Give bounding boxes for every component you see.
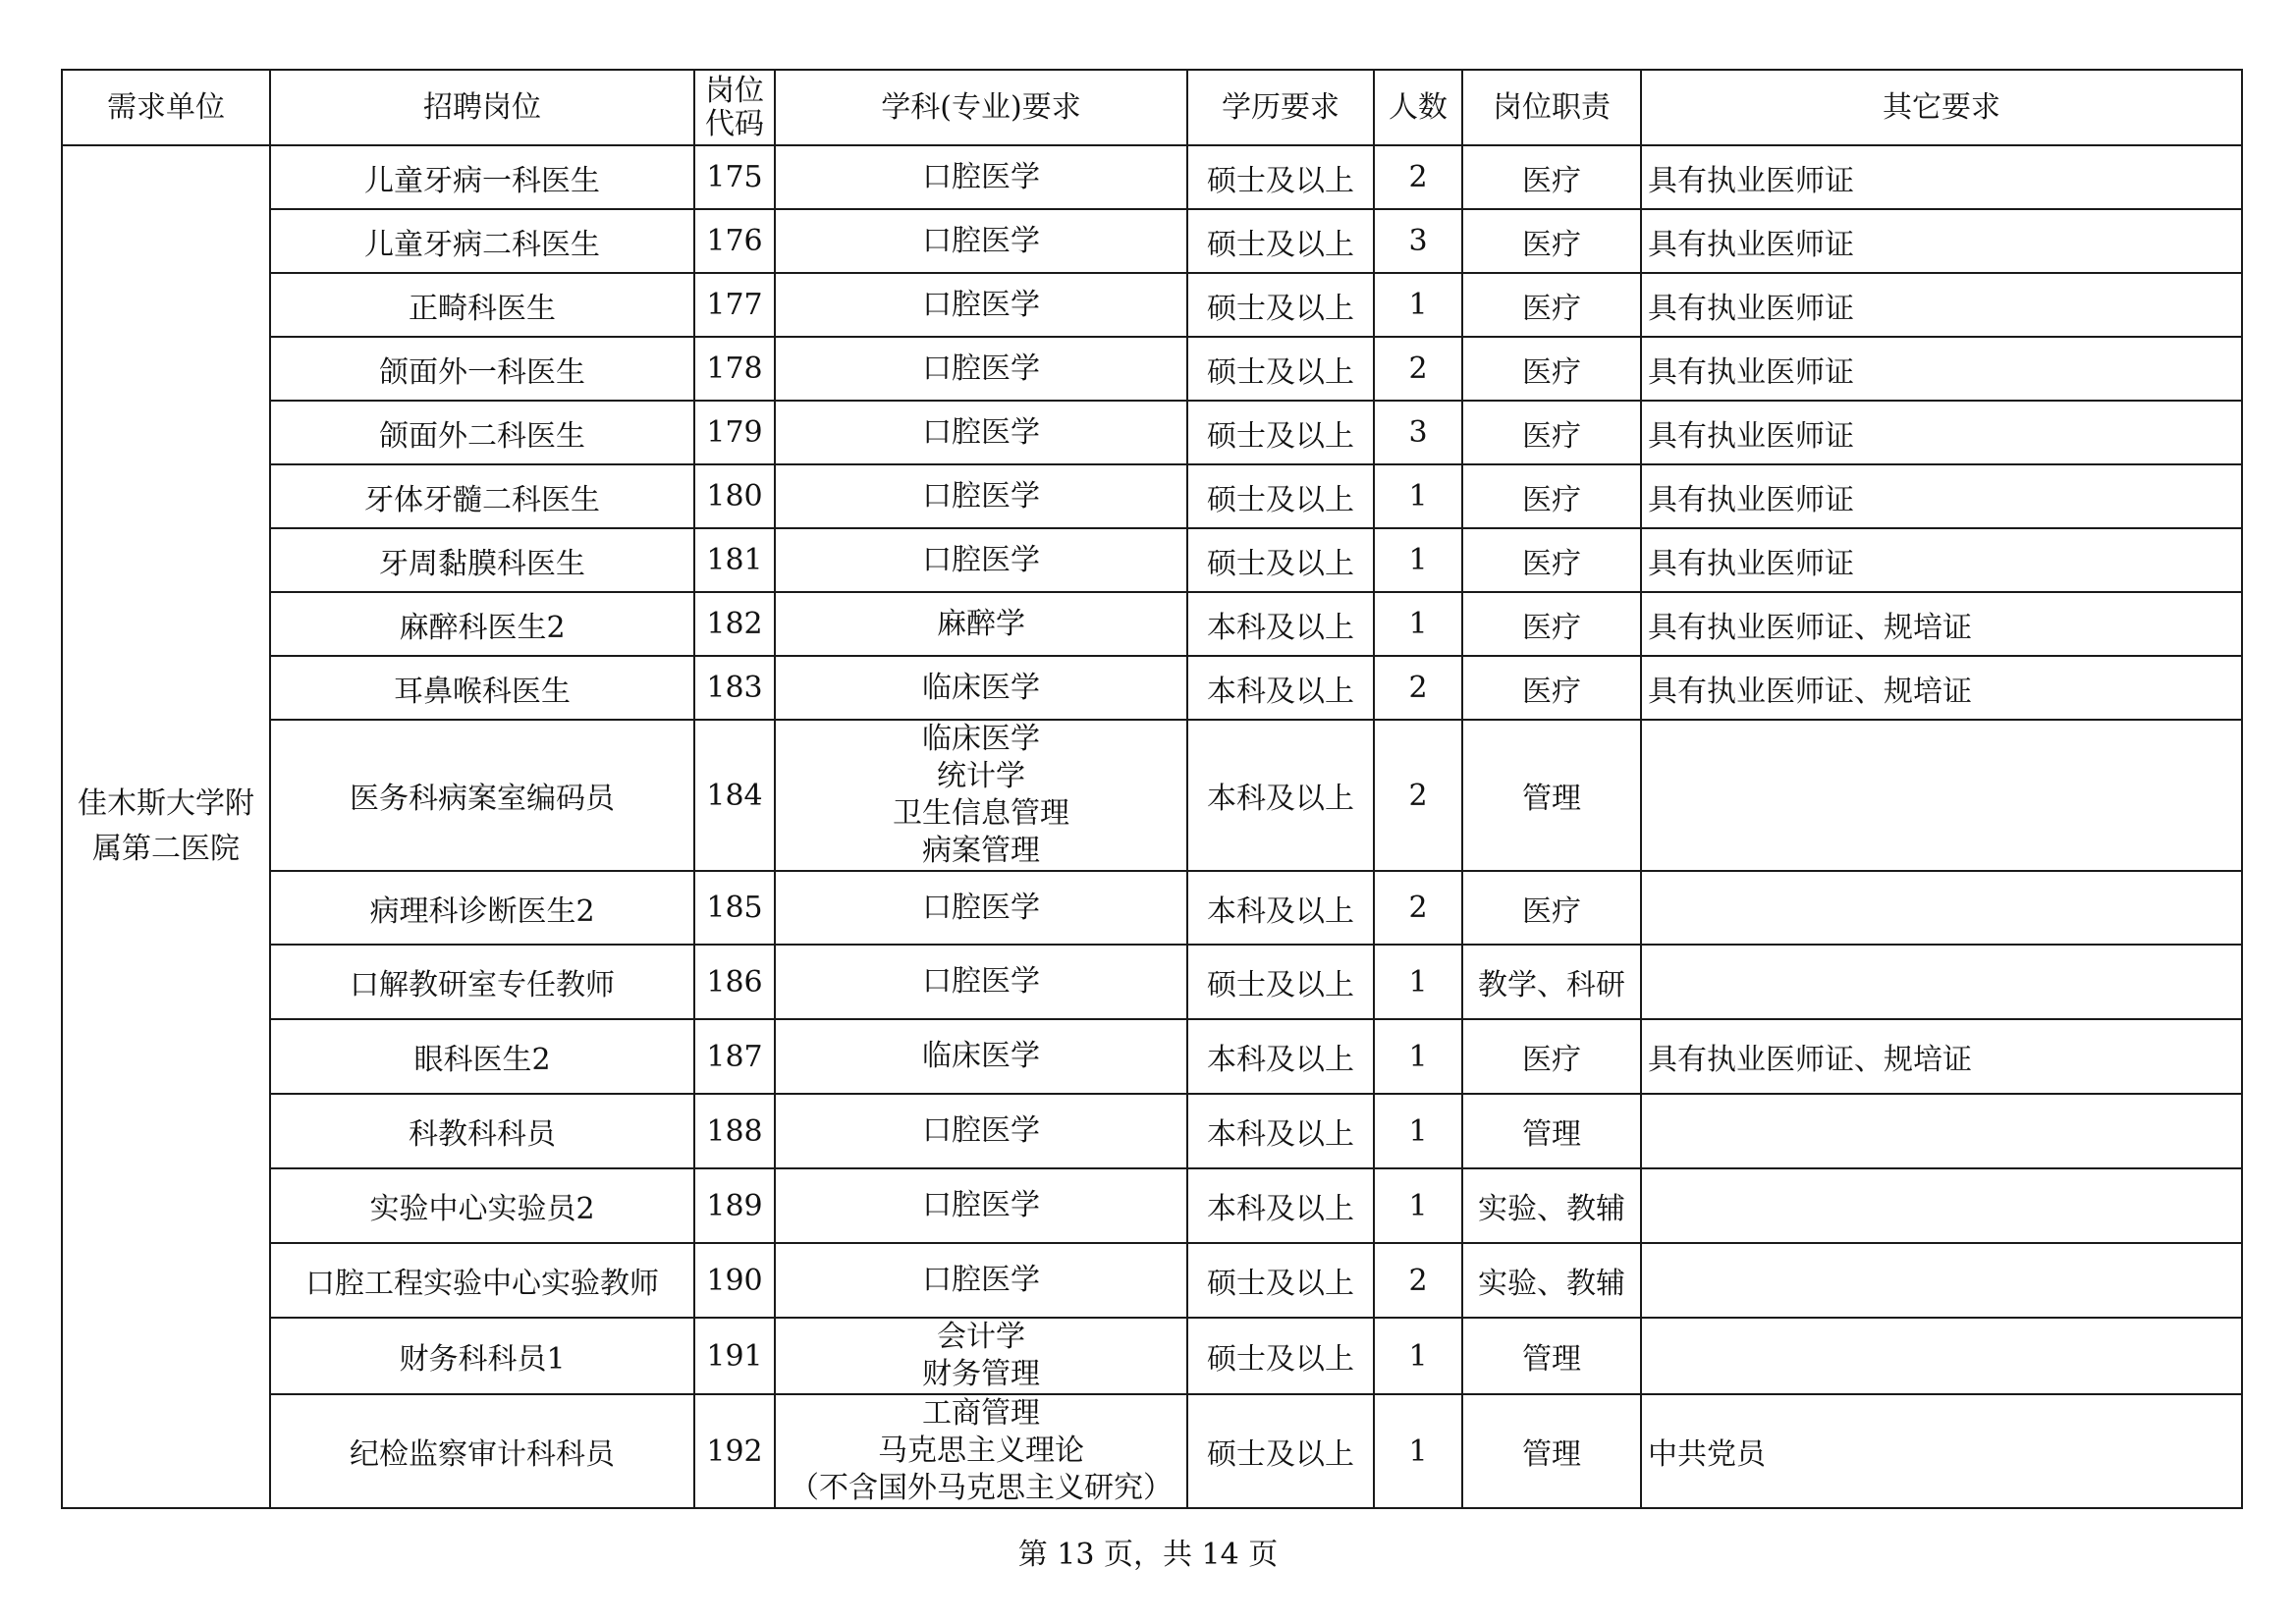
- count-cell: 1: [1374, 1394, 1462, 1508]
- other-cell: 具有执业医师证: [1641, 337, 2242, 401]
- recruitment-table: [61, 69, 2243, 1509]
- post-cell: 耳鼻喉科医生: [270, 656, 694, 720]
- education-cell: 硕士及以上: [1187, 145, 1374, 209]
- education-cell: 硕士及以上: [1187, 401, 1374, 464]
- table-row: [62, 1318, 2242, 1394]
- code-cell: 180: [694, 464, 775, 528]
- table-row: [62, 528, 2242, 592]
- table-row: [62, 209, 2242, 273]
- post-cell: 牙体牙髓二科医生: [270, 464, 694, 528]
- other-cell: [1641, 1168, 2242, 1243]
- count-cell: 2: [1374, 720, 1462, 871]
- duty-cell: 医疗: [1462, 1019, 1641, 1094]
- code-cell: 178: [694, 337, 775, 401]
- education-cell: 硕士及以上: [1187, 945, 1374, 1019]
- major-cell: 口腔医学: [775, 945, 1187, 1019]
- table-row: [62, 1094, 2242, 1168]
- unit-cell: 佳木斯大学附属第二医院: [62, 145, 270, 1508]
- major-cell: 口腔医学: [775, 528, 1187, 592]
- code-cell: 183: [694, 656, 775, 720]
- code-cell: 175: [694, 145, 775, 209]
- post-cell: 口腔工程实验中心实验教师: [270, 1243, 694, 1318]
- header-unit: 需求单位: [62, 70, 270, 145]
- table-row: [62, 1243, 2242, 1318]
- post-cell: 纪检监察审计科科员: [270, 1394, 694, 1508]
- count-cell: 1: [1374, 945, 1462, 1019]
- count-cell: 2: [1374, 1243, 1462, 1318]
- education-cell: 本科及以上: [1187, 1094, 1374, 1168]
- other-cell: 具有执业医师证: [1641, 401, 2242, 464]
- education-cell: 硕士及以上: [1187, 337, 1374, 401]
- code-cell: 185: [694, 871, 775, 945]
- table-row: [62, 1394, 2242, 1508]
- other-cell: 具有执业医师证、规培证: [1641, 656, 2242, 720]
- duty-cell: 实验、教辅: [1462, 1168, 1641, 1243]
- count-cell: 2: [1374, 871, 1462, 945]
- count-cell: 1: [1374, 464, 1462, 528]
- code-cell: 190: [694, 1243, 775, 1318]
- education-cell: 硕士及以上: [1187, 528, 1374, 592]
- duty-cell: 管理: [1462, 720, 1641, 871]
- major-cell: 口腔医学: [775, 464, 1187, 528]
- major-cell: 临床医学: [775, 1019, 1187, 1094]
- count-cell: 1: [1374, 1094, 1462, 1168]
- major-cell: 口腔医学: [775, 337, 1187, 401]
- post-cell: 儿童牙病一科医生: [270, 145, 694, 209]
- post-cell: 财务科科员1: [270, 1318, 694, 1394]
- duty-cell: 医疗: [1462, 528, 1641, 592]
- code-cell: 182: [694, 592, 775, 656]
- other-cell: 具有执业医师证、规培证: [1641, 1019, 2242, 1094]
- count-cell: 2: [1374, 656, 1462, 720]
- table-row: [62, 401, 2242, 464]
- education-cell: 本科及以上: [1187, 592, 1374, 656]
- count-cell: 1: [1374, 273, 1462, 337]
- table-row: [62, 464, 2242, 528]
- duty-cell: 医疗: [1462, 145, 1641, 209]
- education-cell: 本科及以上: [1187, 656, 1374, 720]
- code-cell: 176: [694, 209, 775, 273]
- duty-cell: 医疗: [1462, 871, 1641, 945]
- duty-cell: 管理: [1462, 1318, 1641, 1394]
- code-cell: 189: [694, 1168, 775, 1243]
- count-cell: 1: [1374, 592, 1462, 656]
- header-code: 岗位 代码: [694, 70, 775, 145]
- duty-cell: 医疗: [1462, 337, 1641, 401]
- post-cell: 颌面外一科医生: [270, 337, 694, 401]
- education-cell: 硕士及以上: [1187, 273, 1374, 337]
- header-count: 人数: [1374, 70, 1462, 145]
- table-row: [62, 145, 2242, 209]
- education-cell: 硕士及以上: [1187, 1243, 1374, 1318]
- other-cell: 中共党员: [1641, 1394, 2242, 1508]
- duty-cell: 医疗: [1462, 401, 1641, 464]
- header-education: 学历要求: [1187, 70, 1374, 145]
- education-cell: 硕士及以上: [1187, 1318, 1374, 1394]
- duty-cell: 教学、科研: [1462, 945, 1641, 1019]
- other-cell: [1641, 1094, 2242, 1168]
- major-cell: 临床医学: [775, 656, 1187, 720]
- header-duty: 岗位职责: [1462, 70, 1641, 145]
- duty-cell: 管理: [1462, 1094, 1641, 1168]
- education-cell: 本科及以上: [1187, 720, 1374, 871]
- major-cell: 口腔医学: [775, 1094, 1187, 1168]
- education-cell: 本科及以上: [1187, 871, 1374, 945]
- major-cell: 口腔医学: [775, 209, 1187, 273]
- other-cell: [1641, 1243, 2242, 1318]
- education-cell: 本科及以上: [1187, 1019, 1374, 1094]
- post-cell: 眼科医生2: [270, 1019, 694, 1094]
- count-cell: 3: [1374, 401, 1462, 464]
- code-cell: 191: [694, 1318, 775, 1394]
- post-cell: 科教科科员: [270, 1094, 694, 1168]
- post-cell: 牙周黏膜科医生: [270, 528, 694, 592]
- table-row: [62, 656, 2242, 720]
- table-row: [62, 945, 2242, 1019]
- post-cell: 医务科病案室编码员: [270, 720, 694, 871]
- other-cell: 具有执业医师证: [1641, 209, 2242, 273]
- count-cell: 1: [1374, 1318, 1462, 1394]
- table-body: [62, 145, 2242, 1508]
- code-cell: 188: [694, 1094, 775, 1168]
- table-row: [62, 1019, 2242, 1094]
- other-cell: [1641, 945, 2242, 1019]
- other-cell: 具有执业医师证: [1641, 464, 2242, 528]
- major-cell: 口腔医学: [775, 145, 1187, 209]
- header-row: [62, 70, 2242, 145]
- major-cell: 会计学 财务管理: [775, 1318, 1187, 1394]
- education-cell: 硕士及以上: [1187, 464, 1374, 528]
- code-cell: 187: [694, 1019, 775, 1094]
- duty-cell: 医疗: [1462, 592, 1641, 656]
- post-cell: 病理科诊断医生2: [270, 871, 694, 945]
- major-cell: 工商管理 马克思主义理论 （不含国外马克思主义研究）: [775, 1394, 1187, 1508]
- duty-cell: 管理: [1462, 1394, 1641, 1508]
- count-cell: 1: [1374, 1168, 1462, 1243]
- code-cell: 177: [694, 273, 775, 337]
- code-cell: 179: [694, 401, 775, 464]
- major-cell: 口腔医学: [775, 1243, 1187, 1318]
- post-cell: 颌面外二科医生: [270, 401, 694, 464]
- code-cell: 181: [694, 528, 775, 592]
- header-post: 招聘岗位: [270, 70, 694, 145]
- post-cell: 实验中心实验员2: [270, 1168, 694, 1243]
- table-row: [62, 273, 2242, 337]
- code-cell: 186: [694, 945, 775, 1019]
- duty-cell: 医疗: [1462, 209, 1641, 273]
- page-footer: 第 13 页，共 14 页: [1017, 1538, 1279, 1572]
- other-cell: 具有执业医师证、规培证: [1641, 592, 2242, 656]
- post-cell: 麻醉科医生2: [270, 592, 694, 656]
- major-cell: 临床医学 统计学 卫生信息管理 病案管理: [775, 720, 1187, 871]
- other-cell: 具有执业医师证: [1641, 528, 2242, 592]
- header-other: 其它要求: [1641, 70, 2242, 145]
- major-cell: 口腔医学: [775, 401, 1187, 464]
- education-cell: 硕士及以上: [1187, 1394, 1374, 1508]
- post-cell: 正畸科医生: [270, 273, 694, 337]
- other-cell: 具有执业医师证: [1641, 145, 2242, 209]
- duty-cell: 医疗: [1462, 273, 1641, 337]
- other-cell: [1641, 720, 2242, 871]
- duty-cell: 医疗: [1462, 464, 1641, 528]
- duty-cell: 医疗: [1462, 656, 1641, 720]
- count-cell: 2: [1374, 337, 1462, 401]
- post-cell: 儿童牙病二科医生: [270, 209, 694, 273]
- education-cell: 硕士及以上: [1187, 209, 1374, 273]
- table-row: [62, 337, 2242, 401]
- major-cell: 口腔医学: [775, 871, 1187, 945]
- table-row: [62, 720, 2242, 871]
- count-cell: 2: [1374, 145, 1462, 209]
- table-row: [62, 871, 2242, 945]
- count-cell: 3: [1374, 209, 1462, 273]
- code-cell: 192: [694, 1394, 775, 1508]
- duty-cell: 实验、教辅: [1462, 1243, 1641, 1318]
- other-cell: [1641, 871, 2242, 945]
- major-cell: 口腔医学: [775, 1168, 1187, 1243]
- table-row: [62, 592, 2242, 656]
- other-cell: [1641, 1318, 2242, 1394]
- header-major: 学科(专业)要求: [775, 70, 1187, 145]
- table-row: [62, 1168, 2242, 1243]
- code-cell: 184: [694, 720, 775, 871]
- other-cell: 具有执业医师证: [1641, 273, 2242, 337]
- count-cell: 1: [1374, 1019, 1462, 1094]
- post-cell: 口解教研室专任教师: [270, 945, 694, 1019]
- count-cell: 1: [1374, 528, 1462, 592]
- major-cell: 口腔医学: [775, 273, 1187, 337]
- major-cell: 麻醉学: [775, 592, 1187, 656]
- education-cell: 本科及以上: [1187, 1168, 1374, 1243]
